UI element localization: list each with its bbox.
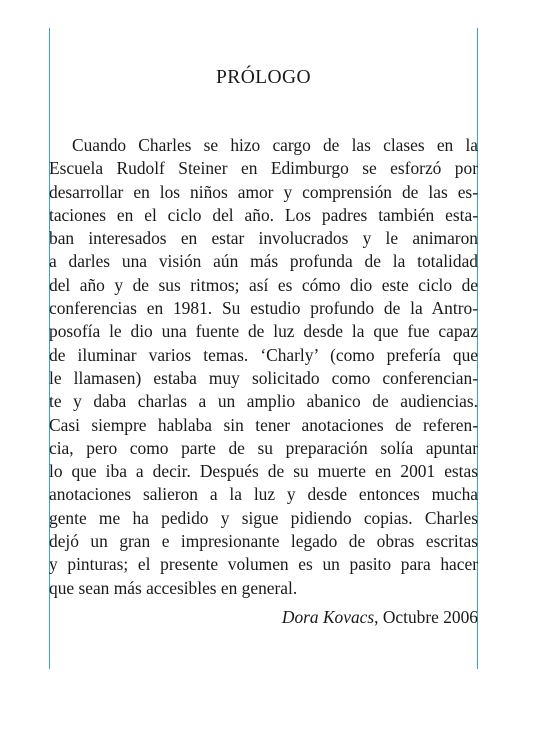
paragraph-line: Escuela Rudolf Steiner en Edimburgo se esforzó por bbox=[49, 158, 478, 179]
paragraph-line: Casi siempre hablaba sin tener anotaciones de referen- bbox=[49, 414, 478, 435]
signature-date: , Octubre 2006 bbox=[374, 607, 478, 627]
paragraph-line: gente me ha pedido y sigue pidiendo copias. Charles bbox=[49, 507, 478, 528]
paragraph-line: ban interesados en estar involucrados y le animaron bbox=[49, 228, 478, 249]
signature-author: Dora Kovacs bbox=[281, 607, 375, 627]
prologue-paragraph bbox=[49, 134, 478, 600]
paragraph-line: y pinturas; el presente volumen es un pasito para hacer bbox=[49, 554, 478, 575]
paragraph-line: del año y de sus ritmos; así es cómo dio este ciclo de bbox=[49, 274, 478, 295]
paragraph-line: de iluminar varios temas. ‘Charly’ (como prefería que bbox=[49, 344, 478, 365]
paragraph-line: Cuando Charles se hizo cargo de las clases en la bbox=[72, 135, 478, 155]
paragraph-line: dejó un gran e impresionante legado de obras escritas bbox=[49, 531, 478, 552]
paragraph-line: le llamasen) estaba muy solicitado como conferencian- bbox=[49, 367, 478, 388]
paragraph-line: lo que iba a decir. Después de su muerte en 2001 estas bbox=[49, 461, 478, 482]
paragraph-line: te y daba charlas a un amplio abanico de audiencias. bbox=[49, 391, 478, 412]
paragraph-line: anotaciones salieron a la luz y desde entonces mucha bbox=[49, 484, 478, 505]
page-title: PRÓLOGO bbox=[216, 67, 311, 88]
paragraph-line: a darles una visión aún más profunda de la totalidad bbox=[49, 251, 478, 272]
paragraph-line: taciones en el ciclo del año. Los padres también esta- bbox=[49, 204, 478, 225]
paragraph-line: que sean más accesibles en general. bbox=[49, 577, 298, 598]
signature-line bbox=[49, 606, 478, 629]
paragraph-line: posofía le dio una fuente de luz desde la que fue capaz bbox=[49, 321, 478, 342]
paragraph-line: cia, pero como parte de su preparación solía apuntar bbox=[49, 437, 478, 458]
paragraph-line: conferencias en 1981. Su estudio profundo de la Antro- bbox=[49, 298, 478, 319]
paragraph-line: desarrollar en los niños amor y comprensión de las es- bbox=[49, 181, 478, 202]
